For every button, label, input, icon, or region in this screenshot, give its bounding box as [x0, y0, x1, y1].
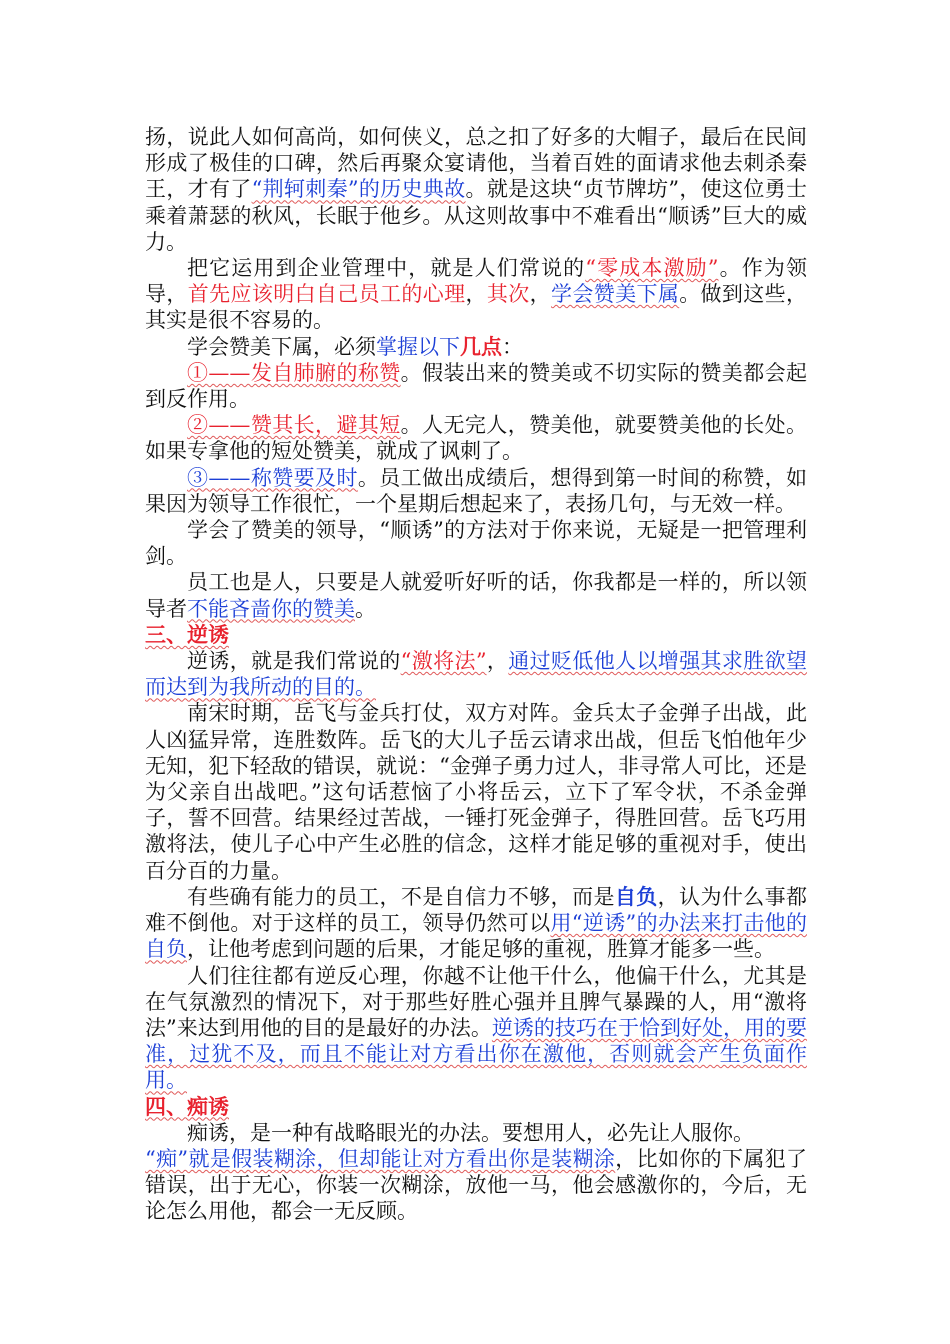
document-body [145, 124, 807, 1225]
paragraph-employee: 员工也是人，只要是人就爱听好听的话，你我都是一样的，所以领导者不能吝啬你的赞美。 [145, 570, 807, 621]
highlight-first: 首先应该明白自己员工的心理 [187, 282, 466, 307]
paragraph-jingke: 扬，说此人如何高尚，如何侠义，总之扣了好多的大帽子，最后在民间形成了极佳的口碑，然后再聚众宴请他，当着百姓的面请求他去刺杀秦王，才有了“荆轲刺秦”的历史典故。就是这块“贞节牌坊”，使这位勇士乘着萧瑟的秋风，长眠于他乡。从这则故事中不难看出“顺诱”巨大的威力。 [145, 125, 807, 254]
highlight-praise: 学会赞美下属 [550, 282, 680, 307]
highlight-points: 几点 [460, 333, 502, 359]
list-item-1: ①——发自肺腑的称赞。假装出来的赞美或不切实际的赞美都会起到反作用。 [145, 360, 808, 412]
list-item-2: ②——赞其长，避其短。人无完人，赞美他，就要赞美他的长处。如果专拿他的短处赞美，就成了讽刺了。 [145, 413, 808, 464]
paragraph-conceit: 有些确有能力的员工，不是自信力不够，而是自负，认为什么事都难不倒他。对于这样的员工，领导仍然可以用“逆诱”的办法来打击他的自负，让他考虑到问题的后果，才能足够的重视，胜算才能多一些。 [145, 883, 808, 962]
highlight-jingke: “荆轲刺秦”的历史典故 [251, 177, 466, 202]
list-item-3: ③——称赞要及时。员工做出成绩后，想得到第一时间的称赞，如果因为领导工作很忙，一个星期后想起来了，表扬几句，与无效一样。 [145, 465, 808, 516]
section-heading-3: 三、逆诱 [145, 621, 229, 647]
paragraph-yuefei: 南宋时期，岳飞与金兵打仗，双方对阵。金兵太子金弹子出战，此人凶猛异常，连胜数阵。岳飞的大儿子岳云请求出战，但岳飞怕他年少无知，犯下轻敌的错误，就说：“金弹子勇力过人，非寻常人可比，还是为父亲自出战吧。”这句话惹恼了小将岳云，立下了军令状，不杀金弹子，誓不回营。结果经过苦战，一锤打死金弹子，得胜回营。岳飞巧用激将法，使儿子心中产生必胜的信念，这样才能足够的重视对手，使出百分百的力量。 [145, 701, 807, 883]
paragraph-reverse-def: 逆诱，就是我们常说的“激将法”，通过贬低他人以增强其求胜欲望而达到为我所动的目的。 [145, 649, 808, 700]
paragraph-praise-sword: 学会了赞美的领导，“顺诱”的方法对于你来说，无疑是一把管理利剑。 [145, 518, 807, 569]
highlight-zero-cost: “零成本激励” [585, 256, 719, 281]
section-heading-4: 四、痴诱 [145, 1093, 229, 1119]
paragraph-foolish: “痴”就是假装糊涂，但却能让对方看出你是装糊涂，比如你的下属犯了错误，出于无心，你装一次糊涂，放他一马，他会感激你的，今后，无论怎么用他，都会一无反顾。 [145, 1146, 807, 1224]
paragraph-zero-cost: 把它运用到企业管理中，就是人们常说的“零成本激励”。作为领导，首先应该明白自己员工的心理，其次，学会赞美下属。做到这些，其实是很不容易的。 [145, 256, 808, 333]
paragraph-rebellious: 人们往往都有逆反心理，你越不让他干什么，他偏干什么，尤其是在气氛激烈的情况下，对于那些好胜心强并且脾气暴躁的人，用“激将法”来达到用他的目的是最好的办法。逆诱的技巧在于恰到好处，用的要准，过犹不及，而且不能让对方看出你在激他，否则就会产生负面作用。 [145, 963, 808, 1093]
paragraph-points-intro: 学会赞美下属，必须掌握以下几点： [187, 333, 523, 359]
highlight-second: 其次 [486, 282, 530, 307]
paragraph-foolish-def: 痴诱，是一种有战略眼光的办法。要想用人，必先让人服你。 [187, 1120, 754, 1145]
